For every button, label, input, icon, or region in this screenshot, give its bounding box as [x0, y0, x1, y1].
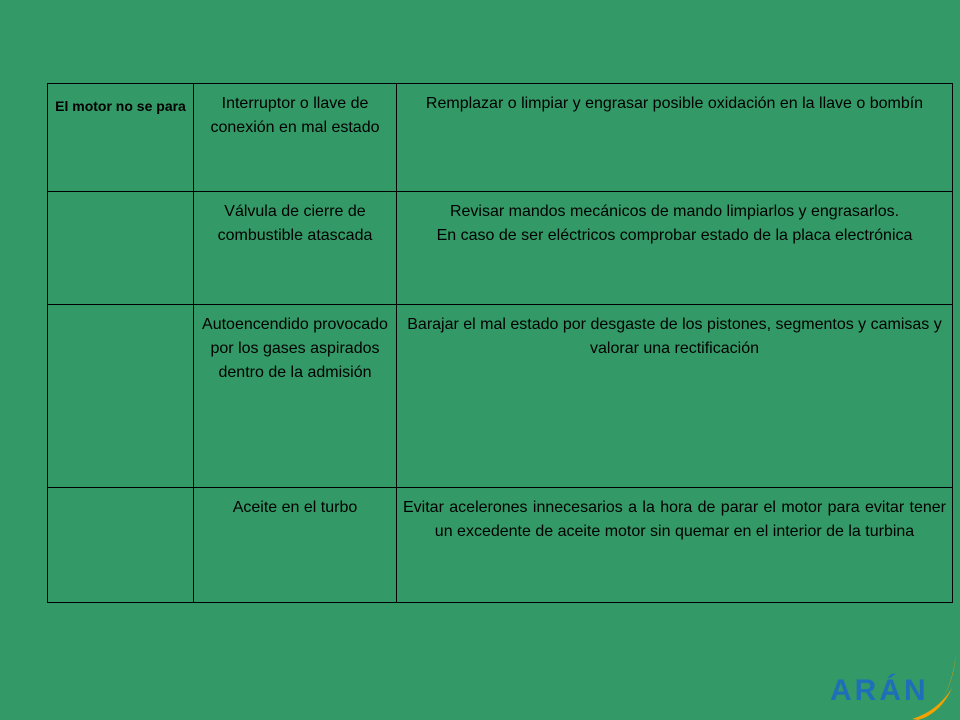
- solution-line: Revisar mandos mecánicos de mando limpiarlos y engrasarlos.: [449, 203, 900, 220]
- table-row: [48, 192, 953, 305]
- solution-cell: [397, 305, 953, 488]
- table-row: [48, 305, 953, 488]
- table-row: [48, 84, 953, 192]
- solution-line: Evitar acelerones innecesarios a la hora de parar el motor para evitar tener un excedente de aceite motor sin quemar en el interior de la turbina: [403, 499, 946, 540]
- solution-cell: [397, 192, 953, 305]
- symptom-cell: El motor no se para: [48, 84, 194, 192]
- troubleshooting-table: [47, 83, 953, 603]
- symptom-cell: [48, 488, 194, 603]
- logo-swoosh: [924, 654, 956, 718]
- symptom-cell: [48, 305, 194, 488]
- solution-line: Remplazar o limpiar y engrasar posible oxidación en la llave o bombín: [425, 95, 924, 112]
- solution-line: En caso de ser eléctricos comprobar estado de la placa electrónica: [436, 227, 913, 244]
- cause-cell: Aceite en el turbo: [194, 488, 397, 603]
- table-row: [48, 488, 953, 603]
- cause-cell: Válvula de cierre de combustible atascada: [194, 192, 397, 305]
- cause-cell: Interruptor o llave de conexión en mal estado: [194, 84, 397, 192]
- symptom-cell: [48, 192, 194, 305]
- solution-cell: [397, 84, 953, 192]
- aran-logo: [828, 648, 960, 720]
- logo-text: ARÁN: [830, 674, 929, 707]
- cause-cell: Autoencendido provocado por los gases aspirados dentro de la admisión: [194, 305, 397, 488]
- solution-cell: [397, 488, 953, 603]
- solution-line: Barajar el mal estado por desgaste de los pistones, segmentos y camisas y valorar una rectificación: [407, 316, 942, 357]
